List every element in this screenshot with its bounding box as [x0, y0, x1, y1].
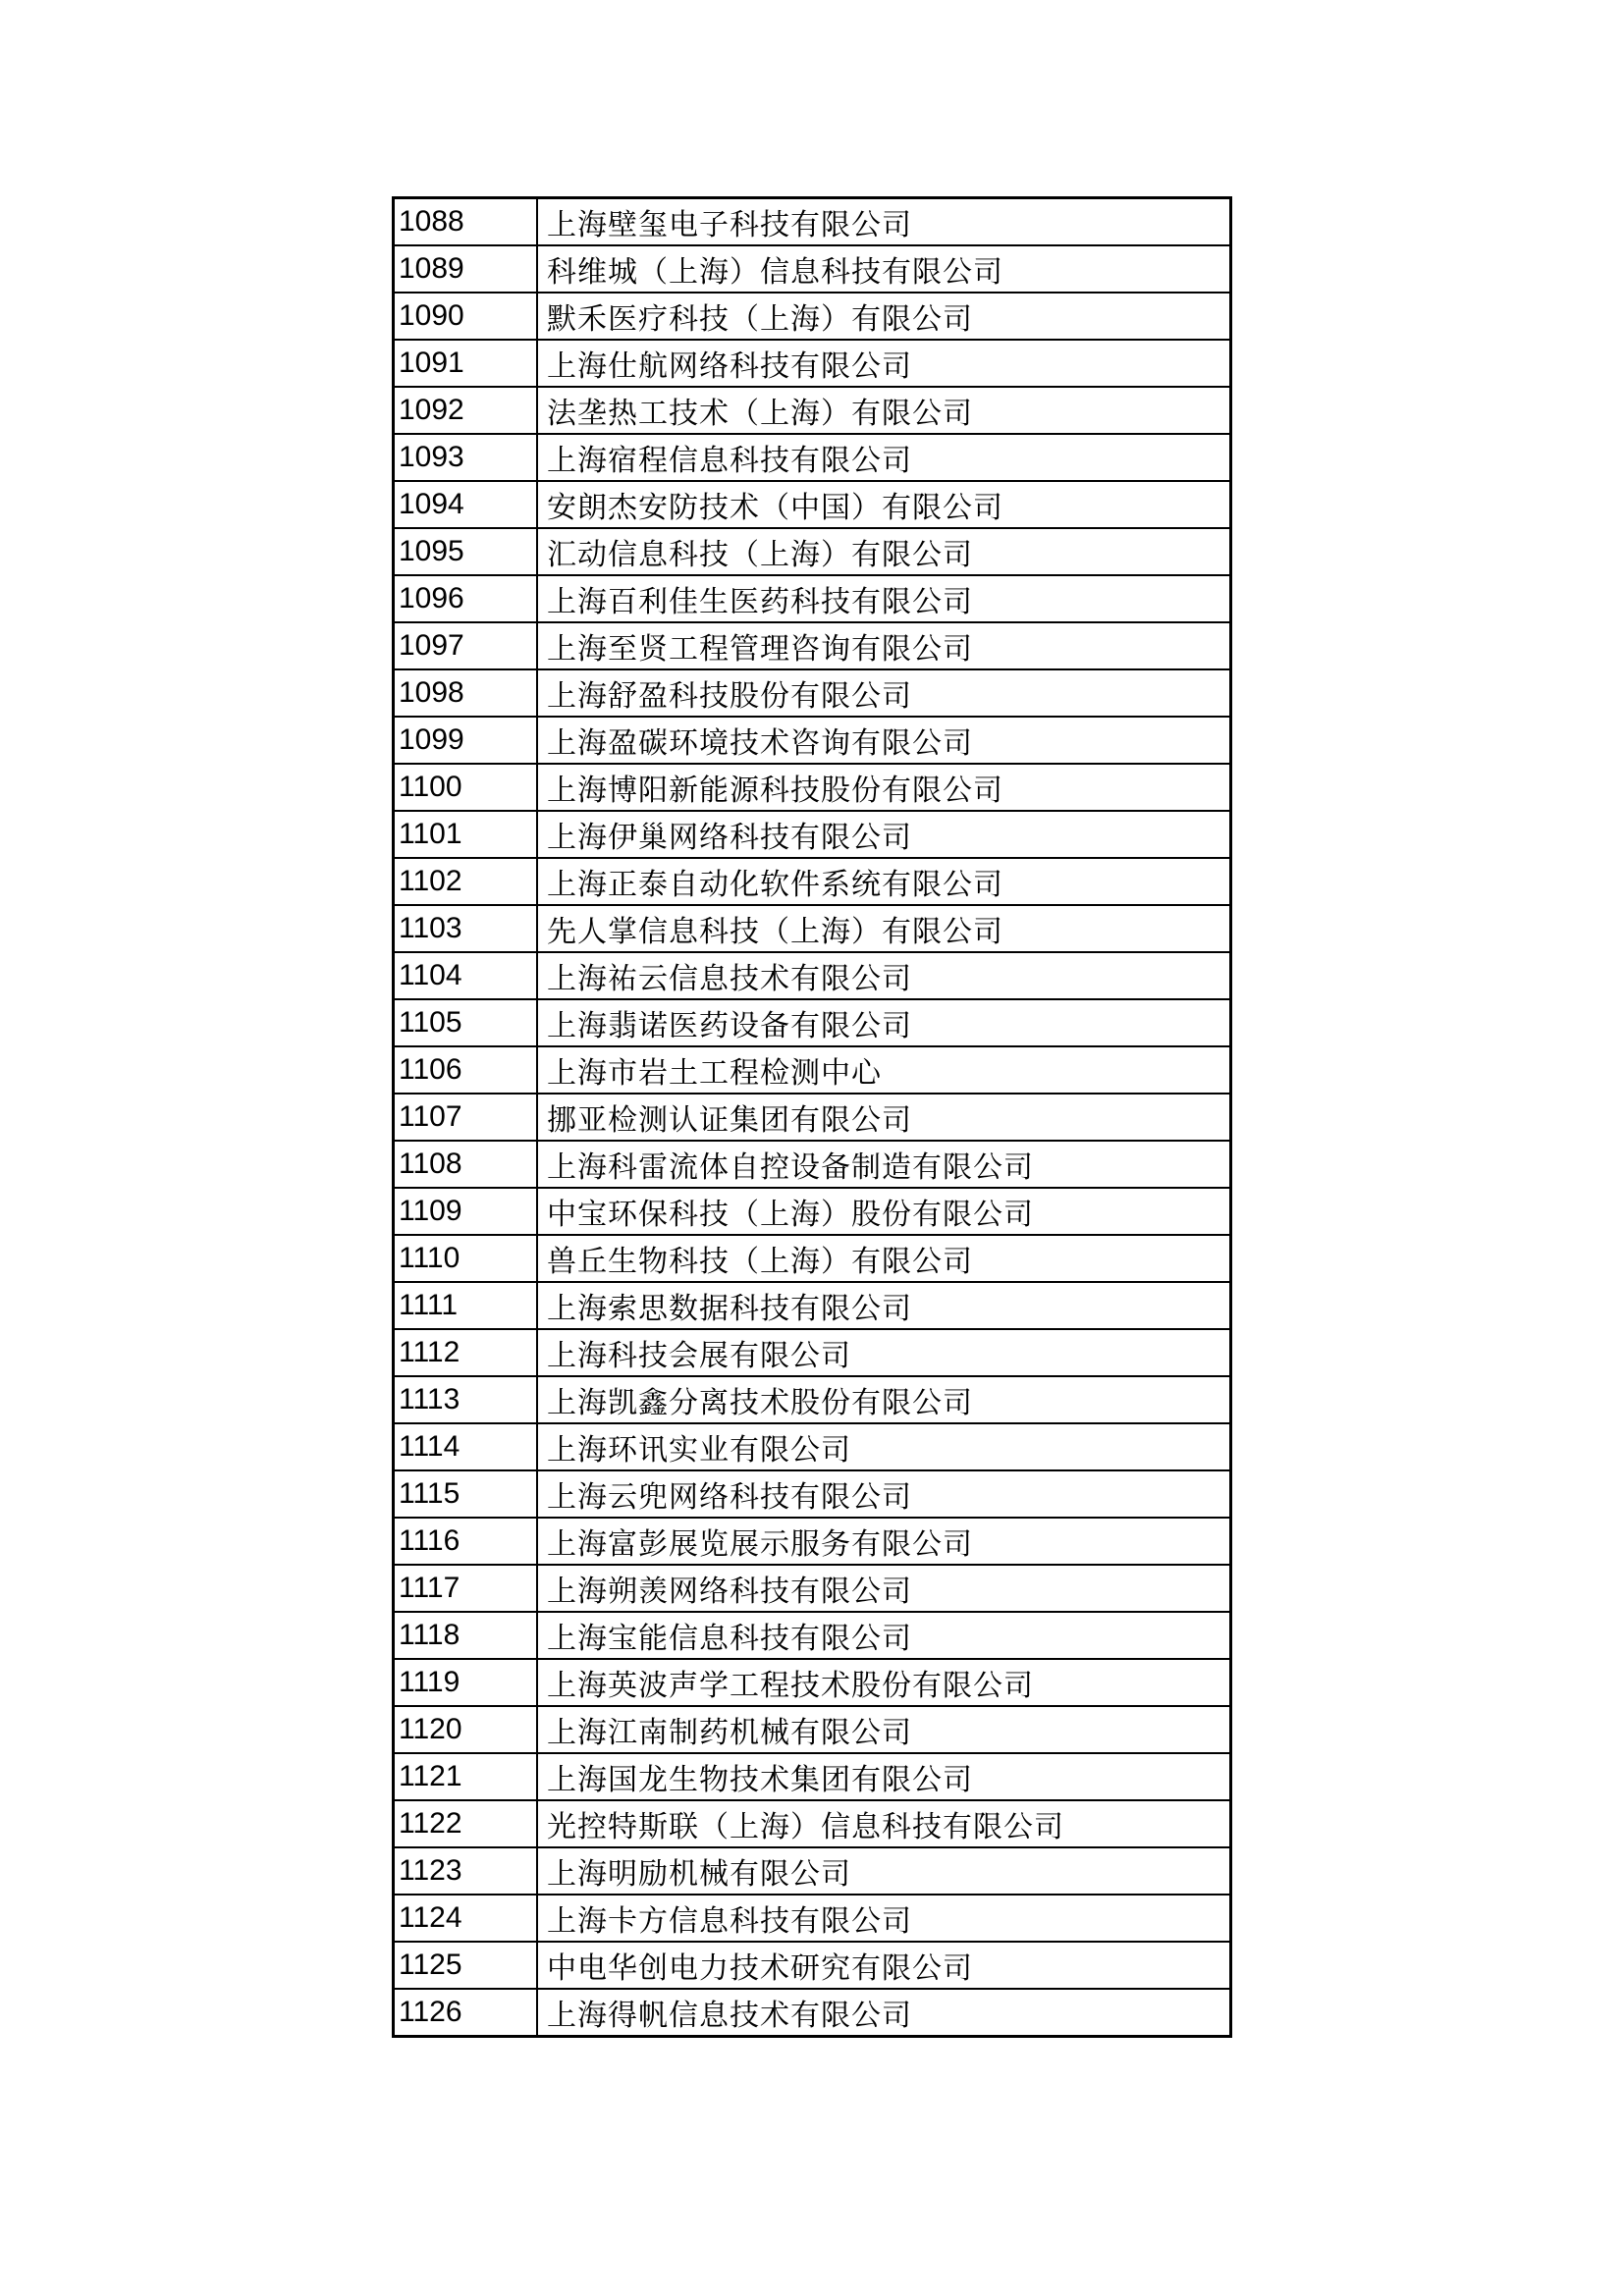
company-name: 上海国龙生物技术集团有限公司 — [537, 1753, 1231, 1800]
row-index: 1093 — [394, 434, 538, 481]
company-name: 汇动信息科技（上海）有限公司 — [537, 528, 1231, 575]
table-row — [394, 1706, 1231, 1753]
table-row — [394, 1753, 1231, 1800]
table-row — [394, 1659, 1231, 1706]
row-index: 1112 — [394, 1329, 538, 1376]
row-index: 1089 — [394, 245, 538, 293]
table-row — [394, 293, 1231, 340]
company-name: 上海正泰自动化软件系统有限公司 — [537, 858, 1231, 905]
row-index: 1101 — [394, 811, 538, 858]
row-index: 1096 — [394, 575, 538, 622]
table-row — [394, 1329, 1231, 1376]
row-index: 1124 — [394, 1895, 538, 1942]
company-name: 上海仕航网络科技有限公司 — [537, 340, 1231, 387]
company-name: 上海科技会展有限公司 — [537, 1329, 1231, 1376]
table-row — [394, 1565, 1231, 1612]
row-index: 1125 — [394, 1942, 538, 1989]
table-row — [394, 528, 1231, 575]
table-row — [394, 1094, 1231, 1141]
row-index: 1106 — [394, 1046, 538, 1094]
table-row — [394, 1141, 1231, 1188]
row-index: 1091 — [394, 340, 538, 387]
company-name: 中宝环保科技（上海）股份有限公司 — [537, 1188, 1231, 1235]
row-index: 1094 — [394, 481, 538, 528]
company-name: 上海云兜网络科技有限公司 — [537, 1470, 1231, 1518]
row-index: 1121 — [394, 1753, 538, 1800]
company-name: 科维城（上海）信息科技有限公司 — [537, 245, 1231, 293]
table-row — [394, 858, 1231, 905]
company-name: 上海百利佳生医药科技有限公司 — [537, 575, 1231, 622]
table-row — [394, 669, 1231, 717]
company-name: 先人掌信息科技（上海）有限公司 — [537, 905, 1231, 952]
company-name: 中电华创电力技术研究有限公司 — [537, 1942, 1231, 1989]
company-name: 上海博阳新能源科技股份有限公司 — [537, 764, 1231, 811]
row-index: 1095 — [394, 528, 538, 575]
row-index: 1123 — [394, 1847, 538, 1895]
table-row — [394, 1282, 1231, 1329]
row-index: 1104 — [394, 952, 538, 999]
row-index: 1105 — [394, 999, 538, 1046]
company-name: 光控特斯联（上海）信息科技有限公司 — [537, 1800, 1231, 1847]
row-index: 1111 — [394, 1282, 538, 1329]
table-row — [394, 622, 1231, 669]
row-index: 1108 — [394, 1141, 538, 1188]
company-name: 上海壁玺电子科技有限公司 — [537, 198, 1231, 246]
company-name: 上海翡诺医药设备有限公司 — [537, 999, 1231, 1046]
company-name: 上海宿程信息科技有限公司 — [537, 434, 1231, 481]
row-index: 1090 — [394, 293, 538, 340]
table-row — [394, 387, 1231, 434]
company-name: 上海明励机械有限公司 — [537, 1847, 1231, 1895]
row-index: 1097 — [394, 622, 538, 669]
table-row — [394, 811, 1231, 858]
row-index: 1126 — [394, 1989, 538, 2037]
row-index: 1118 — [394, 1612, 538, 1659]
table-row — [394, 1376, 1231, 1423]
company-name: 上海祐云信息技术有限公司 — [537, 952, 1231, 999]
company-list-table — [392, 196, 1232, 2038]
table-row — [394, 198, 1231, 246]
table-row — [394, 245, 1231, 293]
row-index: 1113 — [394, 1376, 538, 1423]
company-name: 法垄热工技术（上海）有限公司 — [537, 387, 1231, 434]
row-index: 1117 — [394, 1565, 538, 1612]
company-name: 上海盈碳环境技术咨询有限公司 — [537, 717, 1231, 764]
company-name: 上海舒盈科技股份有限公司 — [537, 669, 1231, 717]
company-name: 上海环讯实业有限公司 — [537, 1423, 1231, 1470]
row-index: 1119 — [394, 1659, 538, 1706]
company-name: 上海科雷流体自控设备制造有限公司 — [537, 1141, 1231, 1188]
row-index: 1115 — [394, 1470, 538, 1518]
table-row — [394, 1942, 1231, 1989]
company-name: 挪亚检测认证集团有限公司 — [537, 1094, 1231, 1141]
row-index: 1100 — [394, 764, 538, 811]
table-row — [394, 1989, 1231, 2037]
table-row — [394, 905, 1231, 952]
row-index: 1114 — [394, 1423, 538, 1470]
table-row — [394, 434, 1231, 481]
row-index: 1102 — [394, 858, 538, 905]
row-index: 1098 — [394, 669, 538, 717]
row-index: 1088 — [394, 198, 538, 246]
company-name: 上海得帆信息技术有限公司 — [537, 1989, 1231, 2037]
row-index: 1103 — [394, 905, 538, 952]
company-name: 上海至贤工程管理咨询有限公司 — [537, 622, 1231, 669]
company-name: 上海富彭展览展示服务有限公司 — [537, 1518, 1231, 1565]
table-row — [394, 575, 1231, 622]
table-row — [394, 1612, 1231, 1659]
company-name: 上海英波声学工程技术股份有限公司 — [537, 1659, 1231, 1706]
company-name: 上海宝能信息科技有限公司 — [537, 1612, 1231, 1659]
row-index: 1099 — [394, 717, 538, 764]
table-row — [394, 1046, 1231, 1094]
row-index: 1109 — [394, 1188, 538, 1235]
row-index: 1120 — [394, 1706, 538, 1753]
table-row — [394, 481, 1231, 528]
table-row — [394, 1895, 1231, 1942]
table-row — [394, 1235, 1231, 1282]
row-index: 1110 — [394, 1235, 538, 1282]
table-row — [394, 340, 1231, 387]
table-row — [394, 717, 1231, 764]
company-name: 上海伊巢网络科技有限公司 — [537, 811, 1231, 858]
table-row — [394, 1518, 1231, 1565]
table-row — [394, 952, 1231, 999]
row-index: 1092 — [394, 387, 538, 434]
company-name: 上海朔羡网络科技有限公司 — [537, 1565, 1231, 1612]
row-index: 1122 — [394, 1800, 538, 1847]
row-index: 1116 — [394, 1518, 538, 1565]
table-row — [394, 1188, 1231, 1235]
row-index: 1107 — [394, 1094, 538, 1141]
company-name: 上海索思数据科技有限公司 — [537, 1282, 1231, 1329]
table-row — [394, 1423, 1231, 1470]
company-name: 安朗杰安防技术（中国）有限公司 — [537, 481, 1231, 528]
company-name: 上海凯鑫分离技术股份有限公司 — [537, 1376, 1231, 1423]
company-name: 上海江南制药机械有限公司 — [537, 1706, 1231, 1753]
table-row — [394, 1800, 1231, 1847]
company-name: 兽丘生物科技（上海）有限公司 — [537, 1235, 1231, 1282]
company-name: 默禾医疗科技（上海）有限公司 — [537, 293, 1231, 340]
company-name: 上海市岩土工程检测中心 — [537, 1046, 1231, 1094]
table-row — [394, 1847, 1231, 1895]
table-row — [394, 999, 1231, 1046]
company-name: 上海卡方信息科技有限公司 — [537, 1895, 1231, 1942]
company-list-body — [394, 198, 1231, 2037]
table-row — [394, 1470, 1231, 1518]
table-row — [394, 764, 1231, 811]
